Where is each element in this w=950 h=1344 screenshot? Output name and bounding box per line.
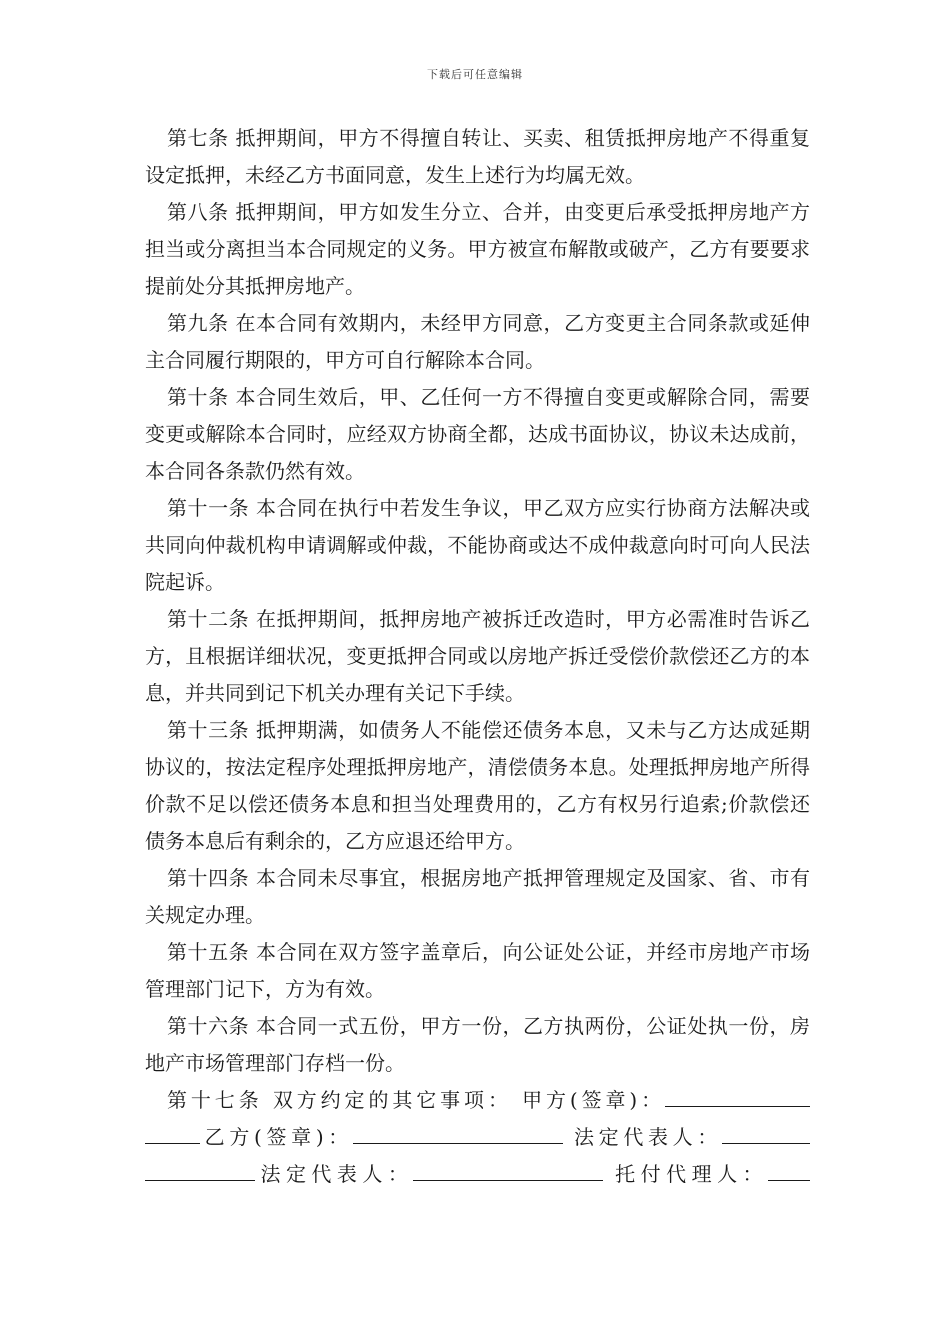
article-8: 第八条 抵押期间，甲方如发生分立、合并，由变更后承受抵押房地产方担当或分离担当本合同规定的义务。甲方被宣布解散或破产，乙方有要要求提前处分其抵押房地产。 [145, 200, 810, 298]
party-a-legal-rep-blank [722, 1125, 810, 1144]
signature-line-3 [145, 1156, 810, 1193]
party-a-signature-blank [665, 1088, 810, 1107]
article-11: 第十一条 本合同在执行中若发生争议，甲乙双方应实行协商方法解决或共同向仲裁机构申请调解或仲裁，不能协商或达不成仲裁意向时可向人民法院起诉。 [145, 496, 810, 594]
party-b-legal-rep-label: 法定代表人： [255, 1162, 414, 1186]
article-15: 第十五条 本合同在双方签字盖章后，向公证处公证，并经市房地产市场管理部门记下，方为有效。 [145, 940, 810, 1001]
article-12: 第十二条 在抵押期间，抵押房地产被拆迁改造时，甲方必需准时告诉乙方，且根据详细状况，变更抵押合同或以房地产拆迁受偿价款偿还乙方的本息，并共同到记下机关办理有关记下手续。 [145, 607, 810, 705]
article-9: 第九条 在本合同有效期内，未经甲方同意，乙方变更主合同条款或延伸主合同履行期限的，甲方可自行解除本合同。 [145, 311, 810, 372]
party-b-label: 乙方(签章)： [200, 1125, 353, 1149]
party-b-signature-blank [353, 1125, 563, 1144]
party-a-legal-rep-blank-cont [145, 1162, 255, 1181]
article-7: 第七条 抵押期间，甲方不得擅自转让、买卖、租赁抵押房地产不得重复设定抵押，未经乙方书面同意，发生上述行为均属无效。 [145, 126, 810, 187]
party-a-legal-rep-label: 法定代表人： [574, 1125, 723, 1149]
party-a-signature-blank-cont [145, 1125, 200, 1144]
article-10: 第十条 本合同生效后，甲、乙任何一方不得擅自变更或解除合同，需要变更或解除本合同时，应经双方协商全都，达成书面协议，协议未达成前，本合同各条款仍然有效。 [145, 385, 810, 483]
agent-blank [768, 1162, 810, 1181]
agent-label: 托付代理人： [615, 1162, 769, 1186]
signature-line-1 [145, 1082, 810, 1119]
article-16: 第十六条 本合同一式五份，甲方一份，乙方执两份，公证处执一份，房地产市场管理部门存档一份。 [145, 1014, 810, 1075]
page-header: 下载后可任意编辑 [427, 68, 523, 81]
signature-line-2 [145, 1119, 810, 1156]
party-b-legal-rep-blank [413, 1162, 603, 1181]
article-17-label: 第十七条 双方约定的其它事项： [167, 1088, 512, 1112]
article-14: 第十四条 本合同未尽事宜，根据房地产抵押管理规定及国家、省、市有关规定办理。 [145, 866, 810, 927]
party-a-label: 甲方(签章)： [522, 1088, 666, 1112]
article-13: 第十三条 抵押期满，如债务人不能偿还债务本息，又未与乙方达成延期协议的，按法定程序处理抵押房地产，清偿债务本息。处理抵押房地产所得价款不足以偿还债务本息和担当处理费用的，乙方有权另行追索;价款偿还债务本息后有剩余的，乙方应退还给甲方。 [145, 718, 810, 853]
contract-body [145, 120, 810, 1193]
